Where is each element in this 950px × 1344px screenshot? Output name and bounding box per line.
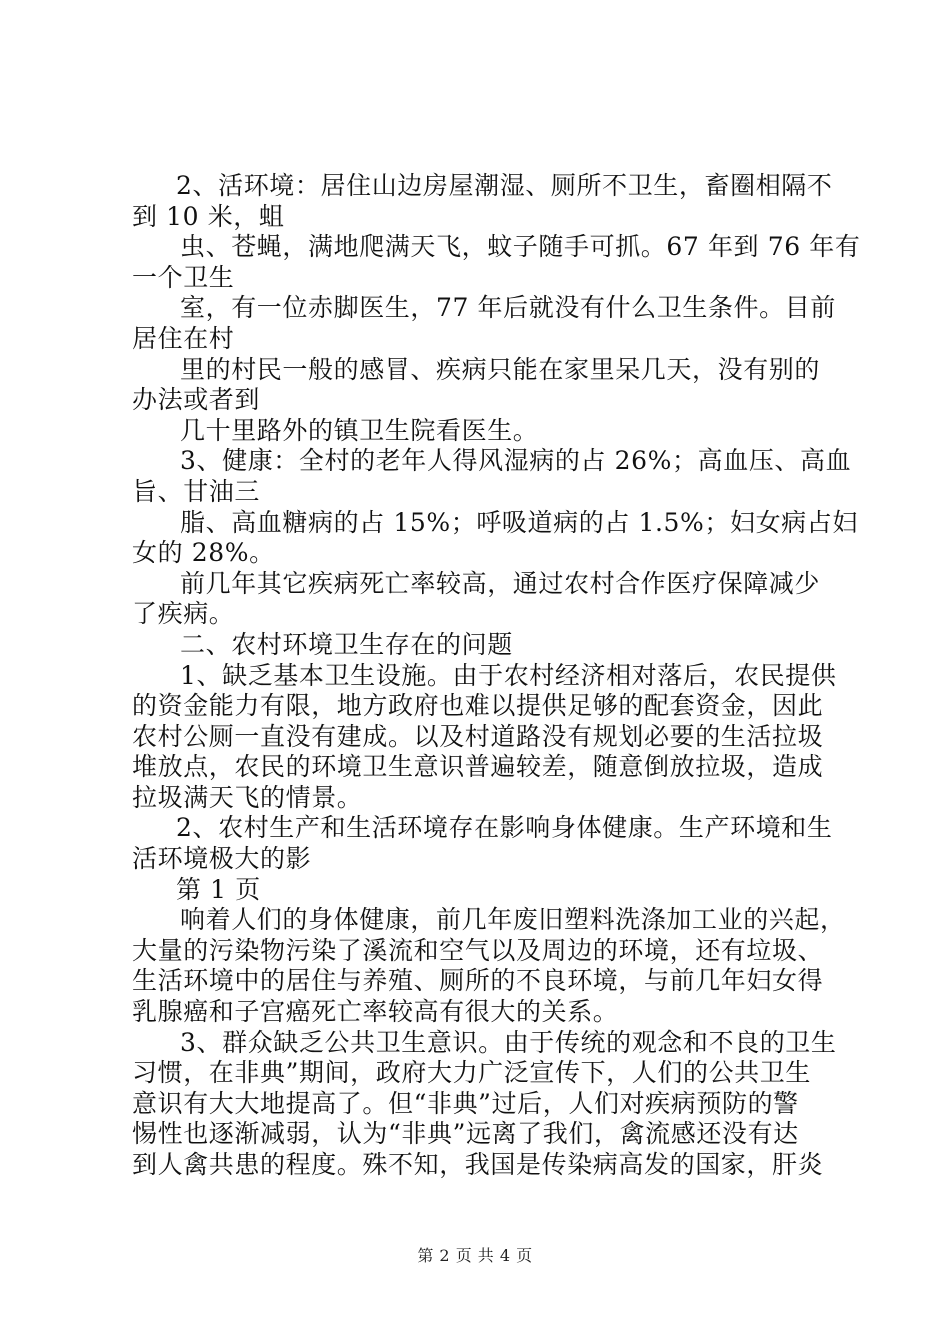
paragraph-line: 室，有一位赤脚医生，77 年后就没有什么卫生条件。目前 — [180, 293, 836, 323]
document-body — [132, 171, 861, 1181]
paragraph-line: 一个卫生 — [132, 262, 235, 292]
paragraph-line: 女的 28%。 — [132, 538, 275, 568]
section-heading: 二、农村环境卫生存在的问题 — [180, 629, 513, 659]
paragraph-line: 3、健康：全村的老年人得风湿病的占 26%；高血压、高血 — [180, 446, 852, 476]
page-footer: 第 2 页 共 4 页 — [417, 1246, 533, 1265]
paragraph-line: 1、缺乏基本卫生设施。由于农村经济相对落后，农民提供 — [180, 660, 837, 690]
paragraph-line: 办法或者到 — [132, 385, 261, 415]
paragraph-line: 习惯，在非典”期间，政府大力广泛宣传下，人们的公共卫生 — [132, 1058, 811, 1088]
paragraph-line: 里的村民一般的感冒、疾病只能在家里呆几天，没有别的 — [180, 354, 821, 384]
paragraph-line: 活环境极大的影 — [132, 844, 312, 874]
paragraph-line: 虫、苍蝇，满地爬满天飞，蚊子随手可抓。67 年到 76 年有 — [180, 232, 861, 262]
paragraph-line: 的资金能力有限，地方政府也难以提供足够的配套资金，因此 — [132, 691, 824, 721]
paragraph-line: 到 10 米，蛆 — [132, 201, 285, 231]
paragraph-line: 2、活环境：居住山边房屋潮湿、厕所不卫生，畜圈相隔不 — [176, 171, 833, 200]
paragraph-line: 惕性也逐渐减弱，认为“非典”远离了我们，禽流感还没有达 — [132, 1119, 799, 1149]
paragraph-line: 堆放点，农民的环境卫生意识普遍较差，随意倒放拉圾，造成 — [132, 752, 824, 782]
paragraph-line: 旨、甘油三 — [132, 476, 261, 506]
paragraph-line: 响着人们的身体健康，前几年废旧塑料洗涤加工业的兴起， — [180, 905, 846, 935]
inline-page-marker: 第 1 页 — [176, 874, 261, 904]
paragraph-line: 农村公厕一直没有建成。以及村道路没有规划必要的生活拉圾 — [132, 721, 824, 751]
paragraph-line: 乳腺癌和子宫癌死亡率较高有很大的关系。 — [132, 997, 619, 1027]
paragraph-line: 了疾病。 — [132, 599, 235, 629]
paragraph-line: 到人禽共患的程度。殊不知，我国是传染病高发的国家，肝炎 — [132, 1150, 824, 1179]
paragraph-line: 脂、高血糖病的占 15%；呼吸道病的占 1.5%；妇女病占妇 — [180, 507, 858, 537]
paragraph-line: 居住在村 — [132, 323, 235, 353]
paragraph-line: 大量的污染物污染了溪流和空气以及周边的环境，还有垃圾、 — [132, 935, 824, 965]
paragraph-line: 2、农村生产和生活环境存在影响身体健康。生产环境和生 — [176, 813, 833, 843]
paragraph-line: 前几年其它疾病死亡率较高，通过农村合作医疗保障减少 — [180, 568, 821, 598]
paragraph-line: 几十里路外的镇卫生院看医生。 — [180, 415, 539, 445]
paragraph-line: 3、群众缺乏公共卫生意识。由于传统的观念和不良的卫生 — [180, 1027, 837, 1057]
paragraph-line: 拉圾满天飞的情景。 — [132, 782, 363, 812]
paragraph-line: 生活环境中的居住与养殖、厕所的不良环境，与前几年妇女得 — [132, 966, 824, 996]
paragraph-line: 意识有大大地提高了。但“非典”过后，人们对疾病预防的警 — [132, 1088, 799, 1118]
